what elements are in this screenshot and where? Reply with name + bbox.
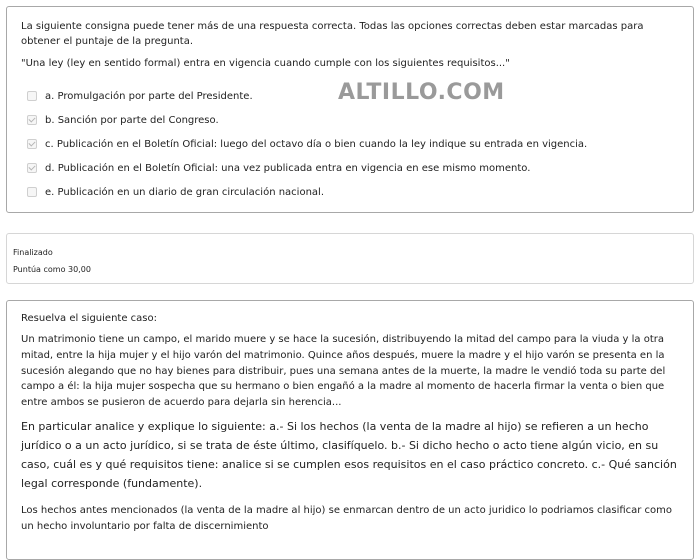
question-2-title: Resuelva el siguiente caso: xyxy=(21,313,157,324)
task-instructions: En particular analice y explique lo siguiente: a.- Si los hechos (la venta de la madre al hijo) se refieren a un hecho jurídico o a un acto jurídico, si se trata de éste último, clasifíquelo. b.- Si dicho hecho o acto tiene algún vicio, en su caso, cuál es y qué requisitos tiene: analice si se cumplen esos requisitos en el caso práctico concreto. c.- Qué sanción legal corresponde (fundamente). xyxy=(21,419,677,490)
option-a-label: a. Promulgación por parte del Presidente. xyxy=(45,90,253,102)
option-c[interactable] xyxy=(21,132,679,156)
option-a-checkbox[interactable] xyxy=(27,91,37,101)
option-c-label: c. Publicación en el Boletín Oficial: luego del octavo día o bien cuando la ley indique su entrada en vigencia. xyxy=(45,138,588,150)
question-2-card xyxy=(6,300,694,560)
question-status: Finalizado xyxy=(13,248,53,257)
option-b-checkbox[interactable] xyxy=(27,115,37,125)
answer-text[interactable]: Los hechos antes mencionados (la venta de la madre al hijo) se enmarcan dentro de un acto juridico lo podriamos clasificar como un hecho involuntario por falta de discernimiento xyxy=(21,504,673,532)
option-b[interactable] xyxy=(21,108,679,132)
question-instruction: La siguiente consigna puede tener más de una respuesta correcta. Todas las opciones correctas deben estar marcadas para obtener el puntaje de la pregunta. xyxy=(21,21,644,47)
option-e[interactable] xyxy=(21,180,679,204)
watermark: ALTILLO.COM xyxy=(338,80,505,105)
question-prompt: "Una ley (ley en sentido formal) entra en vigencia cuando cumple con los siguientes requisitos..." xyxy=(21,58,510,69)
option-d-checkbox[interactable] xyxy=(27,163,37,173)
option-b-label: b. Sanción por parte del Congreso. xyxy=(45,114,219,126)
option-d[interactable] xyxy=(21,156,679,180)
question-info-panel xyxy=(6,233,694,284)
question-score: Puntúa como 30,00 xyxy=(13,265,91,274)
option-e-label: e. Publicación en un diario de gran circulación nacional. xyxy=(45,186,324,198)
option-e-checkbox[interactable] xyxy=(27,187,37,197)
question-1-card xyxy=(6,6,694,213)
case-description: Un matrimonio tiene un campo, el marido muere y se hace la sucesión, distribuyendo la mitad del campo para la viuda y la otra mitad, entre la hija mujer y el hijo varón del matrimonio. Quince años después, muere la madre y el hijo varón se presenta en la sucesión alegando que no hay bienes para distribuir, pues una semana antes de la muerte, la madre le vendió toda su parte del campo a él: la hija mujer sospecha que su hermano o bien engañó a la madre al momento de hacerla firmar la venta o bien que entre ambos se pusieron de acuerdo para dejarla sin herencia... xyxy=(21,334,666,409)
option-c-checkbox[interactable] xyxy=(27,139,37,149)
option-d-label: d. Publicación en el Boletín Oficial: una vez publicada entra en vigencia en ese mismo momento. xyxy=(45,162,531,174)
